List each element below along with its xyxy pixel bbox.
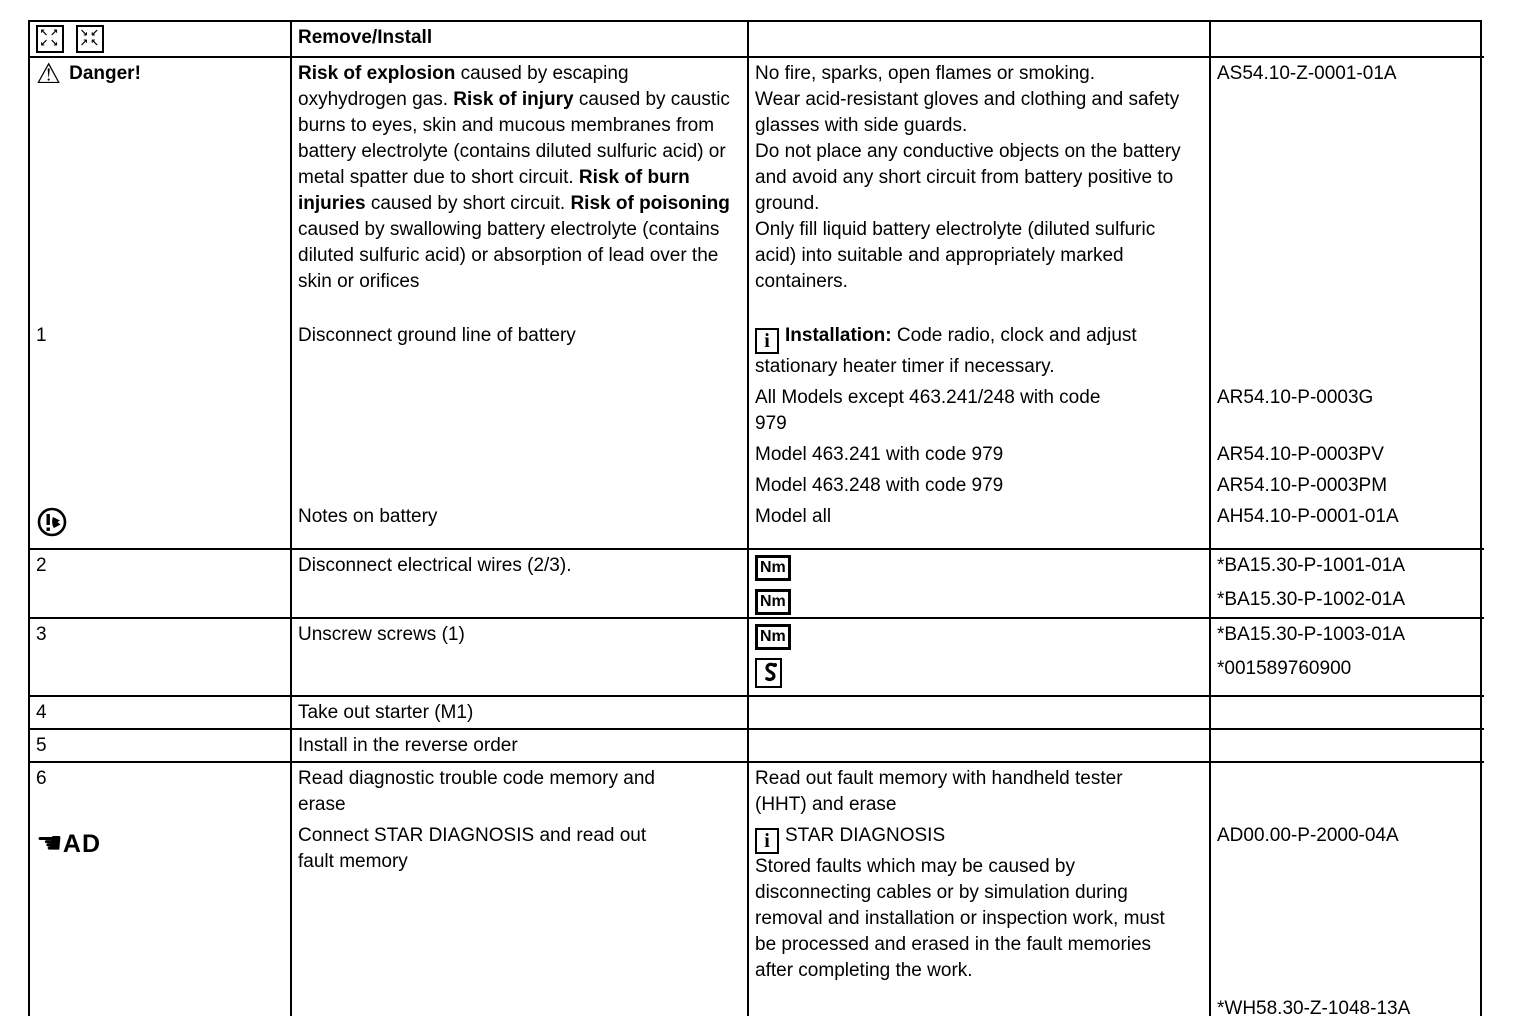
model-variant-cell [749, 501, 1211, 548]
installation-note-cell [749, 320, 1211, 382]
ref-cell [1211, 382, 1484, 439]
model-variant-label: Model 463.248 with code 979 [755, 475, 1004, 496]
special-tool-cell [749, 653, 1211, 695]
model-variant-cell [749, 382, 1211, 439]
header-cell-empty [749, 22, 1211, 56]
step-action-cell [292, 820, 749, 986]
ref-cell [1211, 820, 1484, 986]
document-ref[interactable]: AH54.10-P-0001-01A [1217, 506, 1399, 527]
document-ref[interactable]: AR54.10-P-0003G [1217, 387, 1374, 408]
procedure-table [28, 20, 1482, 1016]
ref-cell-empty [1211, 761, 1484, 820]
step-number-cell [30, 728, 292, 761]
table-title: Remove/Install [292, 22, 749, 56]
step-action-cell [292, 728, 749, 761]
torque-cell [749, 617, 1211, 653]
torque-nm-icon: Nm [755, 624, 791, 650]
precaution-text: Do not place any conductive objects on the battery and avoid any short circuit from battery positive to ground. [755, 141, 1181, 214]
header-cell-icons [30, 22, 292, 56]
note-exclamation-icon [36, 506, 68, 538]
ref-cell-empty [1211, 695, 1484, 728]
collapse-icon-row-bottom: ↗↖ [79, 38, 101, 49]
info-icon: i [755, 328, 779, 354]
document-ref[interactable]: AD00.00-P-2000-04A [1217, 825, 1399, 846]
installation-text: Code radio, clock and adjust stationary heater timer if necessary. [755, 325, 1137, 377]
ref-cell [1211, 501, 1484, 548]
model-variant-label: Model 463.241 with code 979 [755, 444, 1004, 465]
info-icon: i [755, 828, 779, 854]
step-action: Unscrew screws (1) [298, 624, 465, 645]
empty-cell [749, 728, 1211, 761]
step-number-cell [30, 695, 292, 728]
torque-cell [749, 548, 1211, 584]
step-action-cell [292, 695, 749, 728]
danger-precautions-cell [749, 56, 1211, 320]
expand-icon-row-top: ↖↗ [39, 28, 61, 39]
step-number-cell [30, 617, 292, 653]
empty-cell [292, 653, 749, 695]
step-number: 2 [36, 555, 47, 576]
model-variant-label: Model all [755, 506, 832, 527]
model-variant-cell [749, 470, 1211, 501]
danger-cell [30, 56, 292, 320]
stored-faults-text: Stored faults which may be caused by disconnecting cables or by simulation during removal and installation or inspection work, must be processed and erased in the fault memories after completing the work. [755, 856, 1165, 981]
star-diagnosis-label: STAR DIAGNOSIS [785, 825, 946, 846]
precaution-text: No fire, sparks, open flames or smoking. [755, 63, 1096, 84]
step-action: Disconnect ground line of battery [298, 325, 576, 346]
danger-label: Danger! [69, 63, 141, 84]
empty-cell [749, 986, 1211, 1016]
empty-cell [292, 470, 749, 501]
ref-cell-empty [1211, 320, 1484, 382]
danger-risk-text: Risk of explosion caused by escaping oxyhydrogen gas. Risk of injury caused by caustic burns to eyes, skin and mucous membranes from battery electrolyte (contains diluted sulfuric acid) or metal spatter due to short circuit. Risk of burn injuries caused by short circuit. Risk of poisoning caused by swallowing battery electrolyte (contains diluted sulfuric acid) or absorption of lead over the skin or orifices [298, 63, 730, 292]
precaution-text: Only fill liquid battery electrolyte (diluted sulfuric acid) into suitable and appropriately marked containers. [755, 219, 1156, 292]
precaution-text: Wear acid-resistant gloves and clothing and safety glasses with side guards. [755, 89, 1180, 136]
expand-image-icon[interactable] [36, 25, 64, 53]
star-diagnosis-cell [749, 820, 1211, 986]
step-action: Read diagnostic trouble code memory and erase [298, 768, 655, 815]
empty-cell [749, 695, 1211, 728]
ref-cell [1211, 56, 1484, 320]
pointing-hand-icon: ☚ [36, 826, 63, 861]
empty-cell [30, 439, 292, 470]
installation-note [755, 323, 1203, 380]
expand-icon-row-bottom: ↙↘ [39, 38, 61, 49]
document-ref[interactable]: *BA15.30-P-1002-01A [1217, 589, 1406, 610]
ref-cell [1211, 653, 1484, 695]
collapse-image-icon[interactable] [76, 25, 104, 53]
empty-cell [30, 382, 292, 439]
step-number-cell [30, 548, 292, 584]
empty-cell [292, 986, 749, 1016]
step-number: 1 [36, 325, 47, 346]
torque-nm-icon: Nm [755, 589, 791, 615]
step-number: 5 [36, 735, 47, 756]
model-variant-label: All Models except 463.241/248 with code 979 [755, 387, 1101, 434]
collapse-icon-row-top: ↘↙ [79, 28, 101, 39]
step-number: 6 [36, 768, 47, 789]
header-cell-empty [1211, 22, 1484, 56]
ref-cell [1211, 617, 1484, 653]
empty-cell [292, 382, 749, 439]
danger-risk-cell [292, 56, 749, 320]
warning-triangle-icon: ⚠ [36, 57, 62, 90]
step-action: Disconnect electrical wires (2/3). [298, 555, 572, 576]
step-number-cell [30, 761, 292, 820]
step-action-cell [292, 761, 749, 820]
empty-cell [292, 439, 749, 470]
document-ref[interactable]: *BA15.30-P-1001-01A [1217, 555, 1406, 576]
step-number: 3 [36, 624, 47, 645]
ref-cell [1211, 548, 1484, 584]
step-number: 4 [36, 702, 47, 723]
document-ref[interactable]: AS54.10-Z-0001-01A [1217, 63, 1397, 84]
ref-cell [1211, 439, 1484, 470]
star-diagnosis-note [755, 823, 1203, 854]
hht-note-text: Read out fault memory with handheld tester (HHT) and erase [755, 768, 1123, 815]
ad-cell [30, 820, 292, 986]
ad-indicator [36, 826, 284, 861]
note-icon-cell [30, 501, 292, 548]
step-action-cell [292, 320, 749, 382]
step-action: Notes on battery [298, 506, 438, 527]
empty-cell [30, 584, 292, 617]
document-ref[interactable]: *001589760900 [1217, 658, 1352, 679]
empty-cell [30, 653, 292, 695]
ref-cell [1211, 584, 1484, 617]
step-action-cell [292, 548, 749, 584]
torque-nm-icon: Nm [755, 555, 791, 581]
ref-cell-empty [1211, 728, 1484, 761]
step-action: Install in the reverse order [298, 735, 518, 756]
empty-cell [292, 584, 749, 617]
note-cell [749, 761, 1211, 820]
ref-cell [1211, 986, 1484, 1016]
document-ref[interactable]: *BA15.30-P-1003-01A [1217, 624, 1406, 645]
model-variant-cell [749, 439, 1211, 470]
document-ref[interactable]: AR54.10-P-0003PM [1217, 475, 1388, 496]
special-tool-wrench-icon [755, 658, 782, 688]
document-ref[interactable]: AR54.10-P-0003PV [1217, 444, 1384, 465]
empty-cell [30, 470, 292, 501]
step-action: Take out starter (M1) [298, 702, 474, 723]
step-action: Connect STAR DIAGNOSIS and read out fault memory [298, 825, 647, 872]
installation-label: Installation: [785, 325, 892, 346]
empty-cell [30, 986, 292, 1016]
ref-cell [1211, 470, 1484, 501]
document-ref[interactable]: *WH58.30-Z-1048-13A [1217, 998, 1411, 1016]
torque-cell [749, 584, 1211, 617]
step-number-cell [30, 320, 292, 382]
step-action-cell [292, 617, 749, 653]
step-action-cell [292, 501, 749, 548]
ad-label: AD [62, 830, 102, 858]
